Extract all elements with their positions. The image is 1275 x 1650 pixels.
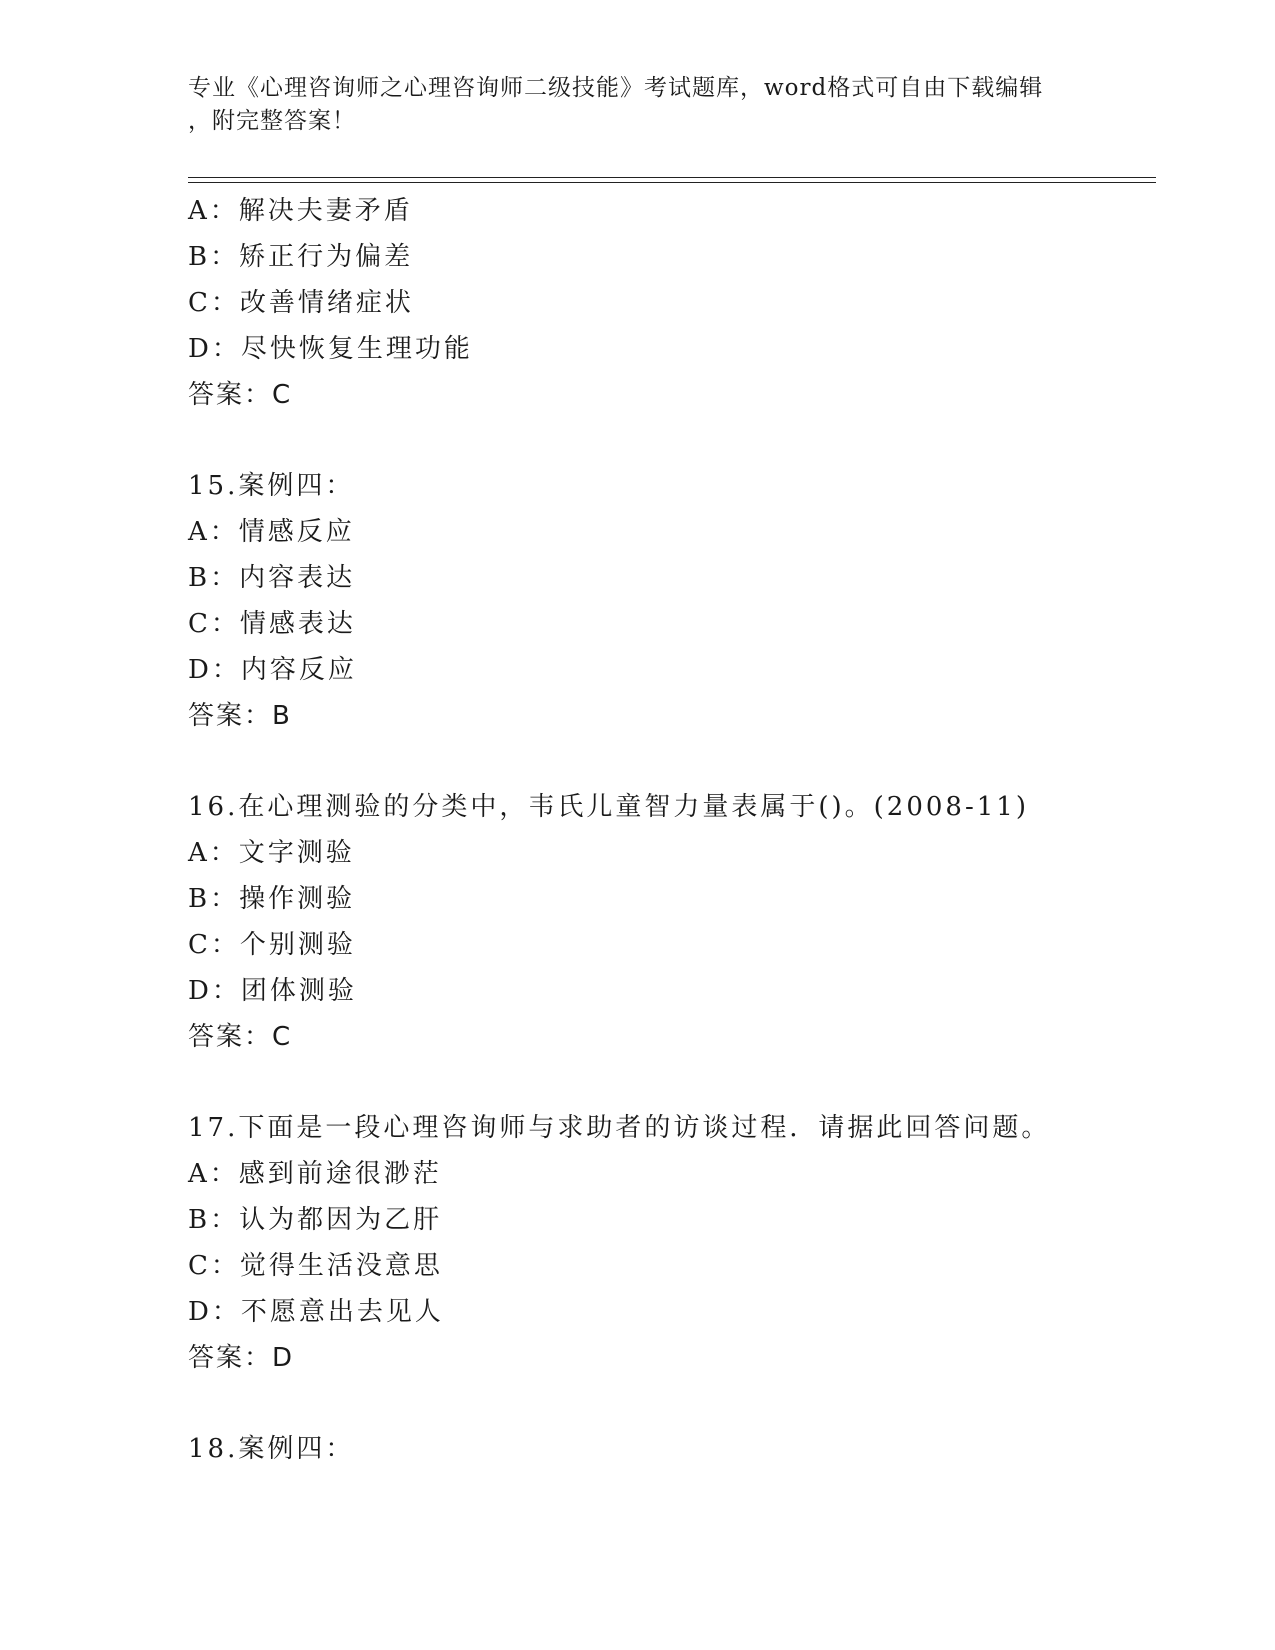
answer-text: 答案：C xyxy=(188,1022,293,1052)
question-block xyxy=(188,463,1156,739)
question-block xyxy=(188,1105,1156,1381)
option-c: C：情感表达 xyxy=(188,609,356,639)
option-c: C：改善情绪症状 xyxy=(188,288,414,318)
option-a: A：文字测验 xyxy=(188,838,355,868)
question-text: 17.下面是一段心理咨询师与求助者的访谈过程．请据此回答问题。 xyxy=(188,1113,1051,1143)
question-text: 15.案例四： xyxy=(188,471,355,501)
option-b: B：操作测验 xyxy=(188,884,356,914)
option-a: A：情感反应 xyxy=(188,517,355,547)
option-d: D：内容反应 xyxy=(188,655,357,685)
question-block xyxy=(188,1426,1156,1472)
question-text: 16.在心理测验的分类中，韦氏儿童智力量表属于()。(2008-11) xyxy=(188,792,1029,822)
question-block xyxy=(188,784,1156,1060)
answer-text: 答案：C xyxy=(188,380,293,410)
header-divider-bottom xyxy=(188,182,1156,183)
option-b: B：认为都因为乙肝 xyxy=(188,1205,443,1235)
option-c: C：觉得生活没意思 xyxy=(188,1251,443,1281)
header-divider-top xyxy=(188,177,1156,178)
header-title-line-2: ，附完整答案！ xyxy=(188,108,356,134)
option-b: B：内容表达 xyxy=(188,563,356,593)
option-b: B：矫正行为偏差 xyxy=(188,242,414,272)
question-block xyxy=(188,188,1156,418)
question-text: 18.案例四： xyxy=(188,1434,355,1464)
answer-text: 答案：D xyxy=(188,1343,295,1373)
option-c: C：个别测验 xyxy=(188,930,356,960)
answer-text: 答案：B xyxy=(188,701,292,731)
option-a: A：感到前途很渺茫 xyxy=(188,1159,442,1189)
option-d: D：不愿意出去见人 xyxy=(188,1297,444,1327)
document-header xyxy=(188,72,1088,138)
header-title-line-1: 专业《心理咨询师之心理咨询师二级技能》考试题库，word格式可自由下载编辑 xyxy=(188,75,1044,101)
option-d: D：团体测验 xyxy=(188,976,357,1006)
option-d: D：尽快恢复生理功能 xyxy=(188,334,473,364)
question-list xyxy=(188,188,1156,1472)
option-a: A：解决夫妻矛盾 xyxy=(188,196,413,226)
